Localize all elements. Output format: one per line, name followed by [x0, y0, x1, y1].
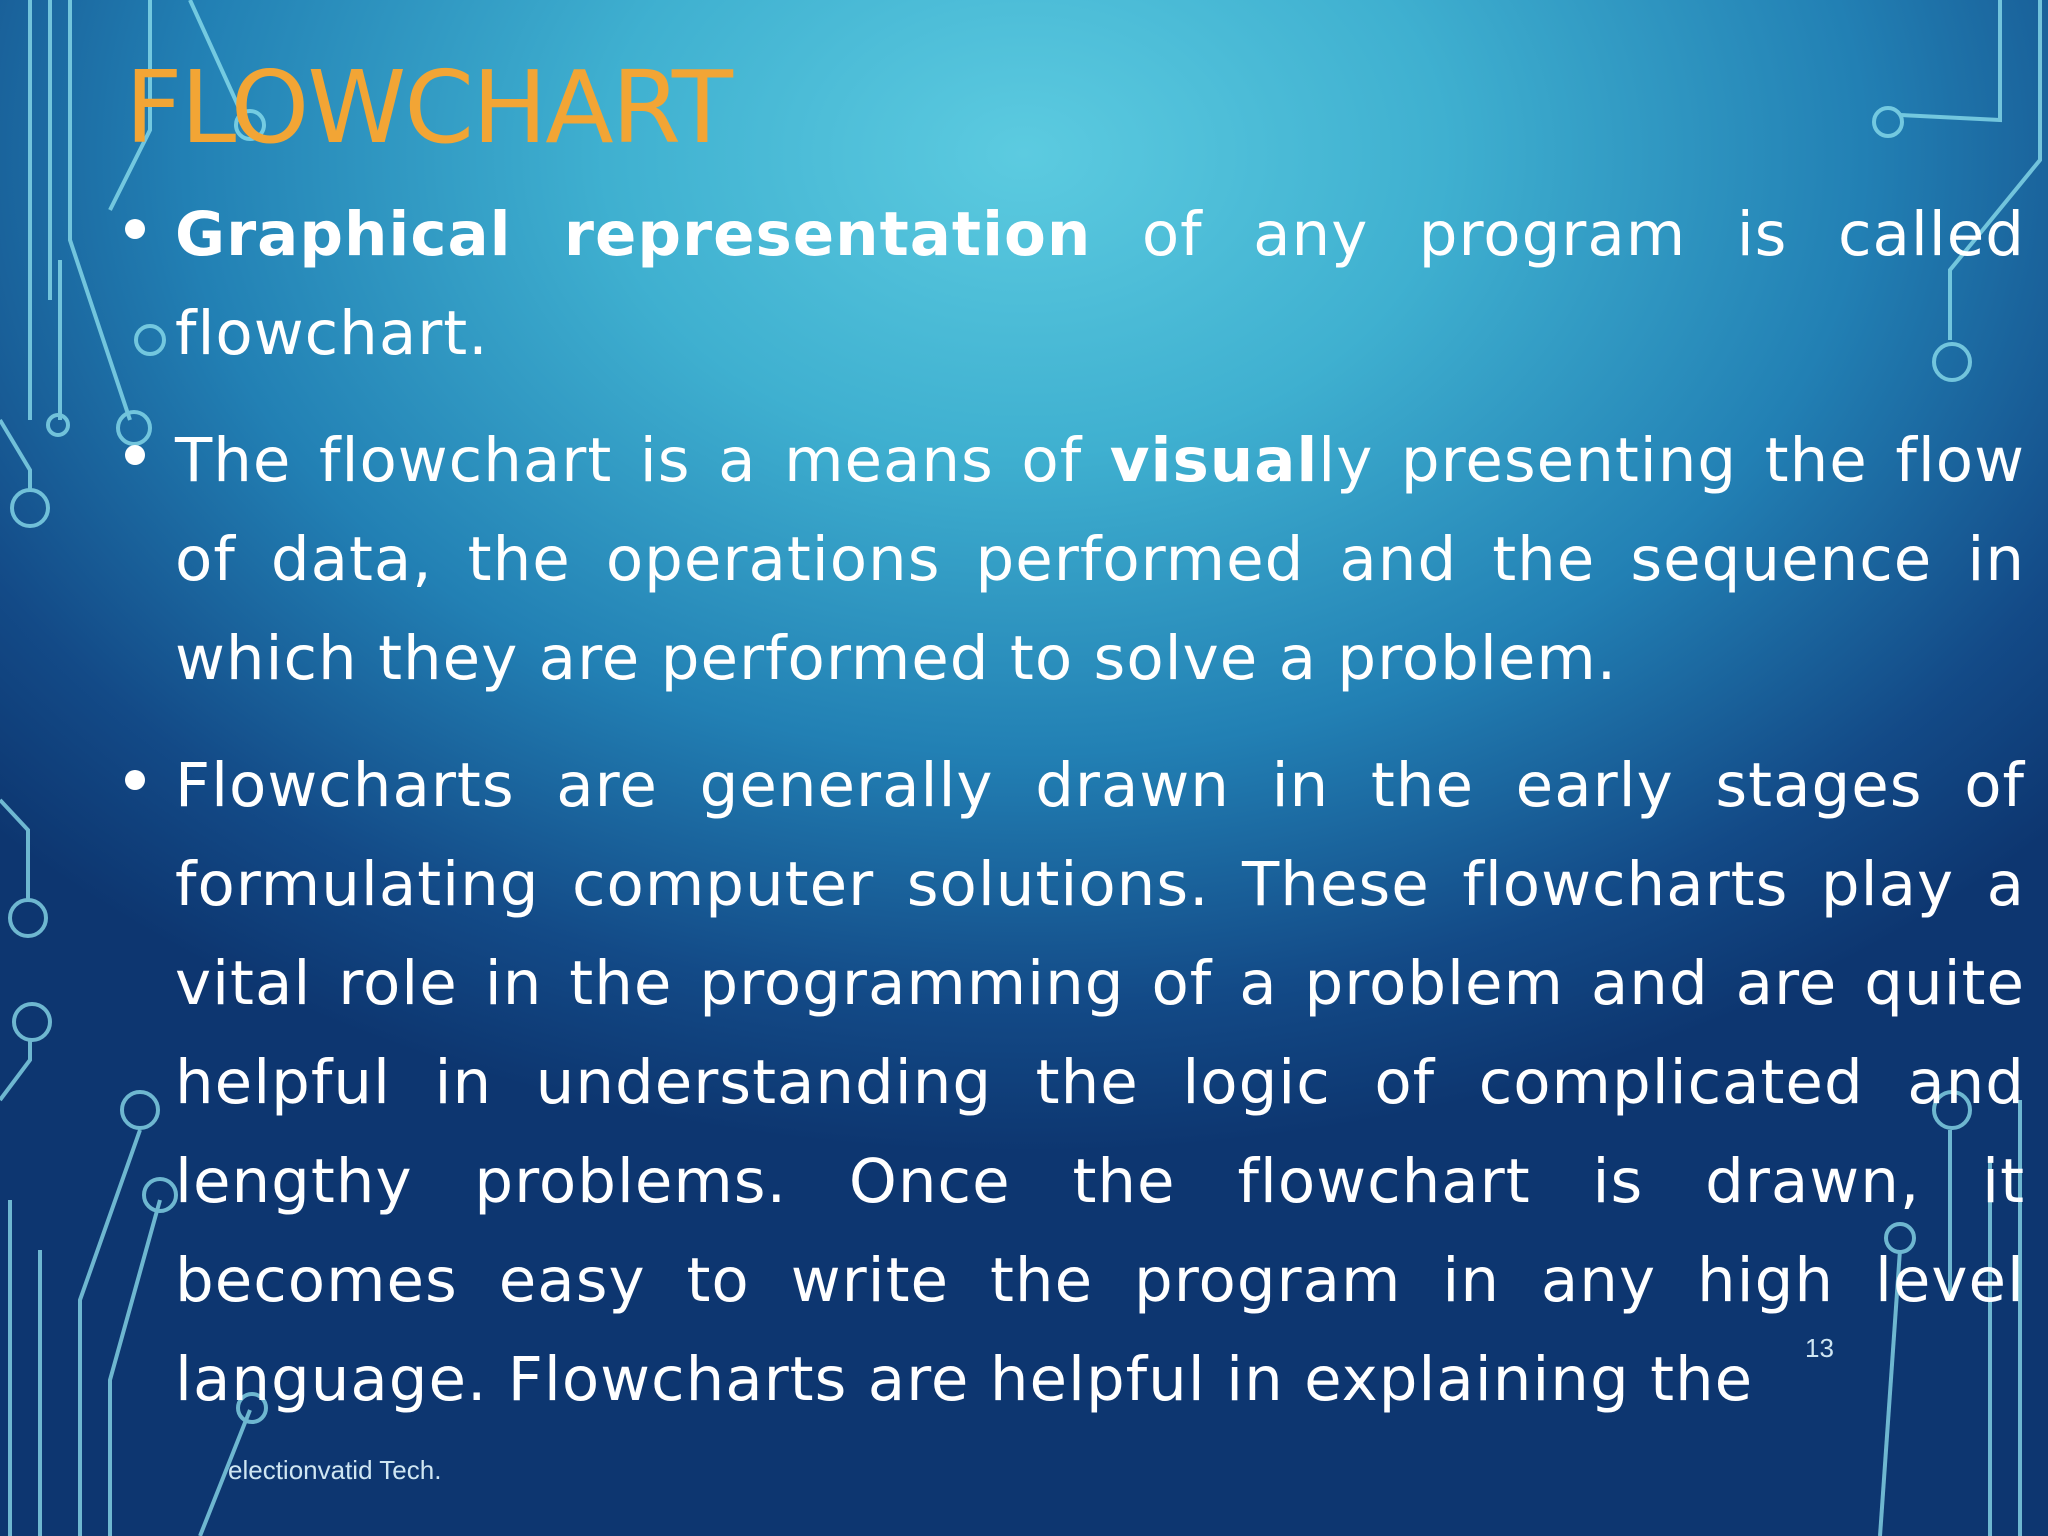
- bold-phrase: visual: [1109, 425, 1319, 496]
- slide-body: [175, 185, 2025, 1429]
- page-number: 13: [1805, 1333, 1834, 1363]
- bullet-dot-icon: [125, 219, 145, 239]
- bullet-pre: The flowchart is a means of: [175, 425, 1110, 496]
- bullet-dot-icon: [125, 770, 145, 790]
- bullet-text: [175, 411, 2025, 708]
- bullet-dot-icon: [125, 445, 145, 465]
- bold-phrase: Graphical representation: [175, 199, 1092, 270]
- slide-title: FLOWCHART: [125, 49, 731, 166]
- bullet-item: [175, 736, 2025, 1429]
- bullet-text: Flowcharts are generally drawn in the early stages of formulating computer solutions. These flowcharts play a vital role in the programming of a problem and are quite helpful in understanding the logic of complicated and lengthy problems. Once the flowchart is drawn, it becomes easy to write the program in any high level language. Flowcharts are helpful in explaining the: [175, 750, 2025, 1415]
- bullet-item: [175, 411, 2025, 708]
- slide-footer: electionvatid Tech.: [228, 1455, 442, 1485]
- bullet-post: ly presenting the flow of data, the operations performed and the sequence in which they are performed to solve a problem.: [175, 425, 2025, 694]
- bullet-item: [175, 185, 2025, 383]
- bullet-rest: of any program is called flowchart.: [175, 199, 2026, 369]
- bullet-text: [175, 185, 2025, 383]
